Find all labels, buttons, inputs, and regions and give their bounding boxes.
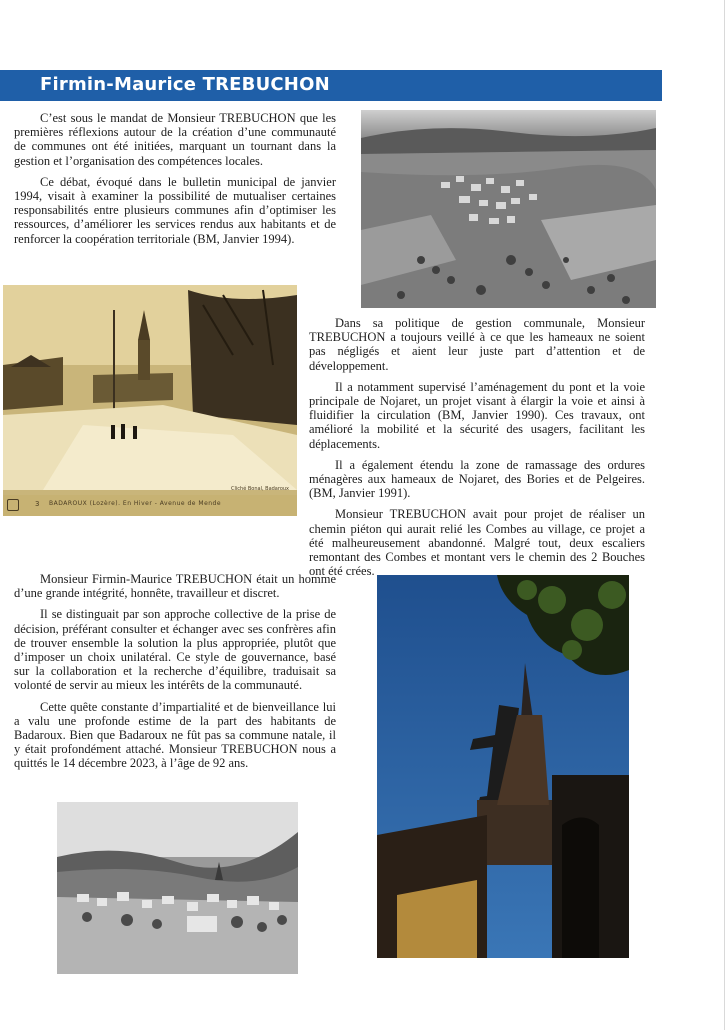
paragraph: Monsieur TREBUCHON avait pour projet de réaliser un chemin piéton qui aurait relié les Combes au village, ce projet a été malheureusement abandonné. Malgré tout, deux escaliers remontant des Combes et montant vers le chemin des 2 Bouches ont été crées. (309, 507, 645, 579)
paragraph: Cette quête constante d’impartialité et de bienveillance lui a valu une profonde estime de la part des habitants de Badaroux. Bien que Badaroux ne fût pas sa commune natale, il y était profondément attaché. Monsieur TREBUCHON nous a quittés le 14 décembre 2023, à l’âge de 92 ans. (14, 699, 336, 771)
intro-text (14, 111, 336, 253)
paragraph: Il a également étendu la zone de ramassage des ordures ménagères aux hameaux de Nojaret, des Bories et de Pelgeires. (BM, Janvier 1991). (309, 457, 645, 501)
title-bar (0, 70, 662, 101)
paragraph: C’est sous le mandat de Monsieur TREBUCHON que les premières réflexions autour de la création d’une communauté de communes ont été initiées, marquant un tournant dans la gestion et l’organisation des compétences locales. (14, 111, 336, 168)
postcard-logo (7, 499, 19, 511)
page-title: Firmin-Maurice TREBUCHON (40, 74, 330, 95)
hamlets-text (309, 316, 645, 585)
hillside-village-photo (57, 802, 298, 974)
postcard-number: 3 (35, 500, 40, 508)
portrait-text (14, 572, 336, 778)
postcard-caption: BADAROUX (Lozère). En Hiver - Avenue de Mende (49, 500, 222, 507)
church-steeple-cross-photo (377, 575, 629, 958)
page-edge (724, 0, 725, 1030)
winter-street-postcard (3, 285, 297, 516)
postcard-credit: Cliché Bonal, Badaroux (231, 486, 290, 492)
paragraph: Ce débat, évoqué dans le bulletin municipal de janvier 1994, visait à examiner la possibilité de mutualiser certaines responsabilités entre plusieurs communes afin d’optimiser les ressources, d’améliorer les services rendus aux habitants et de renforcer la coopération territoriale (BM, Janvier 1994). (14, 174, 336, 246)
paragraph: Il a notamment supervisé l’aménagement du pont et la voie principale de Nojaret, un projet visant à élargir la voie et ainsi à fluidifier la circulation (BM, Janvier 1990). Ces travaux, ont amélioré la mobilité et la sécurité des usagers, facilitant les déplacements. (309, 379, 645, 451)
paragraph: Il se distinguait par son approche collective de la prise de décision, préférant consulter et échanger avec ses confrères afin de trouver ensemble la solution la plus appropriée, plutôt que d’imposer un choix unilatéral. Ce style de gouvernance, basé sur la collaboration et la recherche d’équilibre, traduisait sa volonté de servir au mieux les intérêts de la communauté. (14, 607, 336, 693)
paragraph: Dans sa politique de gestion communale, Monsieur TREBUCHON a toujours veillé à ce que les hameaux ne soient pas négligés et aient leur juste part d’attention et de développement. (309, 316, 645, 373)
paragraph: Monsieur Firmin-Maurice TREBUCHON était un homme d’une grande intégrité, honnête, travailleur et discret. (14, 572, 336, 601)
aerial-village-photo (361, 110, 656, 308)
